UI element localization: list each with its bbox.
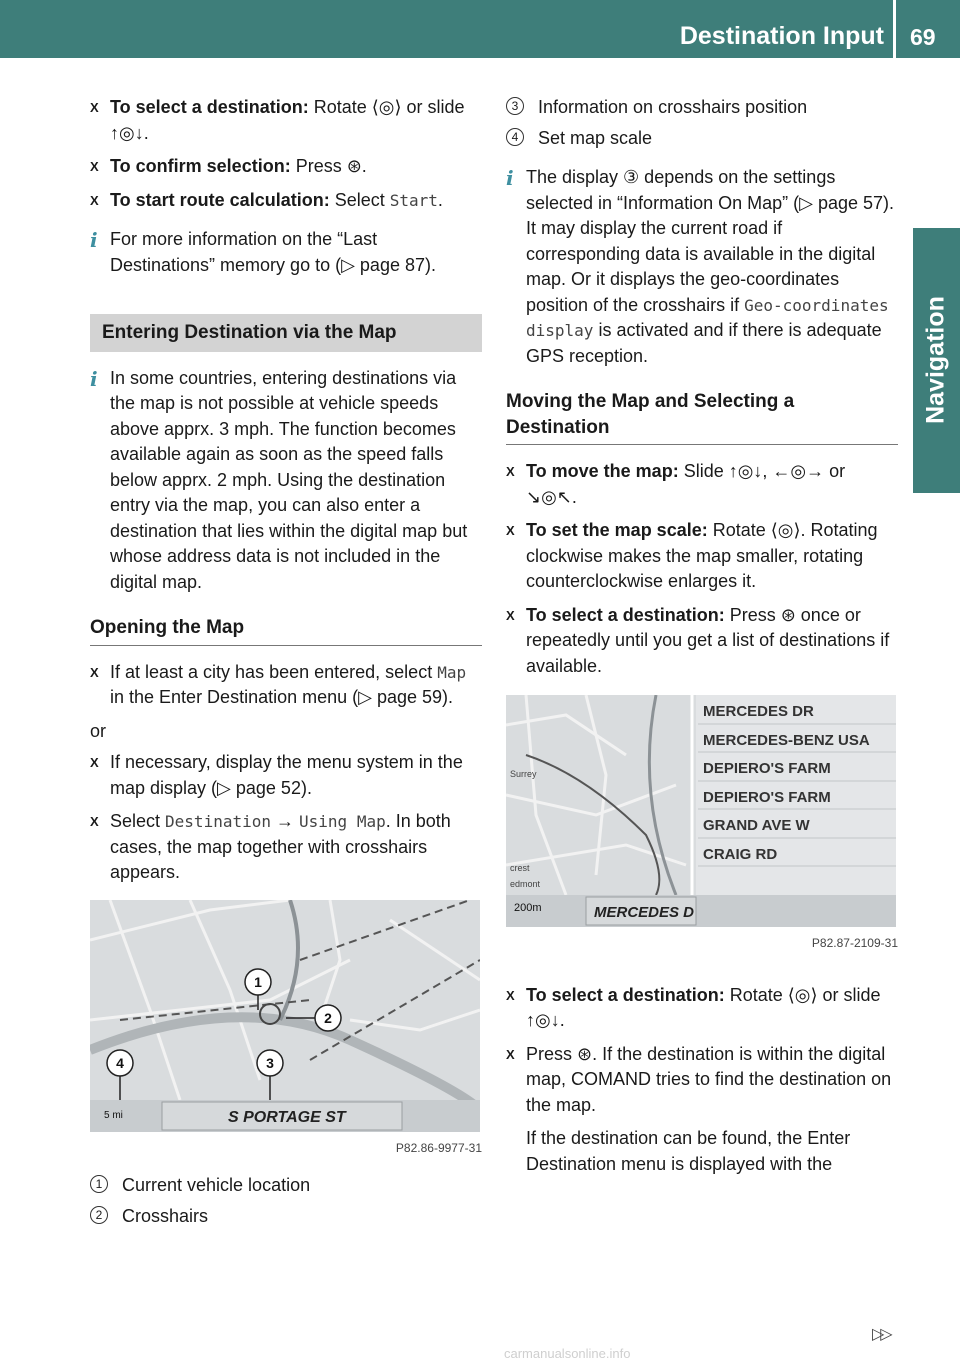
left-column (90, 95, 482, 1234)
step-arrow-icon: X (90, 159, 99, 174)
right-column (506, 95, 898, 1177)
note-text: is activated and if there is adequate GPS reception. (526, 320, 882, 366)
legend-item (506, 95, 898, 121)
menu-item-geo-coordinates: Geo-coordinates display (526, 295, 889, 340)
step-text: Press ⊛. (290, 156, 367, 176)
callout-3: 3 (266, 1054, 274, 1071)
destination-list-item: CRAIG RD (703, 846, 778, 863)
watermark: carmanualsonline.info (504, 1346, 631, 1361)
figure-id: P82.87-2109-31 (811, 936, 898, 950)
street-name: MERCEDES D (594, 904, 695, 921)
legend-item (90, 1173, 482, 1199)
subheading-moving-map: Moving the Map and Selecting a Destination (506, 389, 898, 445)
callout-2: 2 (324, 1009, 332, 1026)
note-text: For more information on the “Last Destinations” memory go to (▷ page 87). (110, 229, 436, 275)
page-header (0, 0, 960, 58)
step-label: To move the map: (526, 461, 679, 481)
step-text: . In both cases, the map together with crosshairs appears. (110, 811, 451, 882)
step-label: To start route calculation: (110, 189, 330, 210)
map-figure-crosshairs (90, 900, 482, 1162)
step-set-scale (506, 518, 898, 595)
figure-id: P82.86-9977-31 (395, 1140, 482, 1155)
figure-legend (90, 1173, 482, 1229)
step-text: Rotate ⟨◎⟩ or slide ↑◎↓. (110, 97, 465, 143)
step-arrow-icon: X (506, 607, 515, 623)
step-label: To set the map scale: (526, 520, 708, 540)
final-steps (506, 983, 898, 1178)
map-figure-destination-list (506, 695, 898, 957)
map-image (90, 900, 480, 1132)
step-arrow-icon: X (506, 1046, 515, 1062)
step-move-map (506, 459, 898, 510)
chapter-title: Destination Input (679, 22, 884, 50)
info-note-display (506, 165, 898, 369)
step-arrow-icon: X (506, 987, 515, 1003)
step-text-tail: . (437, 189, 443, 210)
legend-item (90, 1204, 482, 1230)
legend-text: Current vehicle location (122, 1175, 311, 1195)
callout-number: 2 (90, 1206, 108, 1224)
step-label: To select a destination: (110, 97, 309, 117)
step-label: To select a destination: (526, 604, 725, 625)
step-select-map (90, 660, 482, 711)
step-arrow-icon: X (90, 192, 99, 208)
step-select-destination-list (506, 603, 898, 680)
step-using-map (90, 809, 482, 886)
menu-item-destination: Destination (165, 812, 271, 831)
map-place-label: Surrey (510, 769, 537, 779)
step-arrow-icon: X (90, 664, 99, 680)
legend-text: Crosshairs (122, 1205, 209, 1226)
step-arrow-icon: X (506, 523, 515, 538)
header-divider (893, 0, 896, 58)
step-arrow-icon: X (90, 100, 99, 115)
info-note-speed (90, 366, 482, 596)
map-scale: 5 mi (104, 1109, 123, 1121)
continue-arrows-icon: ▷▷ (872, 1326, 889, 1343)
destination-list-item: DEPIERO'S FARM (703, 760, 831, 777)
step-select-destination-2 (506, 983, 898, 1034)
info-icon: i (90, 228, 98, 252)
step-label: To select a destination: (526, 984, 725, 1005)
side-tab-label: Navigation (921, 296, 950, 424)
destination-list-item: MERCEDES DR (703, 703, 814, 720)
map-graphic (506, 695, 896, 927)
step-arrow-icon: X (90, 814, 99, 829)
step-arrow-icon: X (90, 755, 99, 770)
step-text: Press ⊛ once or repeatedly until you get a list of destinations if available. (526, 604, 890, 676)
destination-list-item: DEPIERO'S FARM (703, 789, 831, 806)
callout-4: 4 (116, 1054, 124, 1071)
step-arrow-icon: X (506, 464, 515, 479)
section-title: Entering Destination via the Map (90, 314, 482, 352)
or-text: or (90, 720, 107, 741)
info-note-last-destinations (90, 227, 482, 278)
map-scale: 200m (514, 902, 542, 914)
destination-list-item: GRAND AVE W (703, 817, 810, 834)
callout-number: 4 (506, 128, 524, 146)
step-start-route (90, 188, 482, 214)
legend-text: Set map scale (538, 127, 653, 148)
step-press-controller (506, 1042, 898, 1119)
step-display-menu (90, 750, 482, 801)
street-name: S PORTAGE ST (228, 1108, 346, 1126)
subheading-opening-map: Opening the Map (90, 615, 482, 646)
step-text: in the Enter Destination menu (▷ page 59). (110, 687, 454, 707)
menu-item-using-map: Using Map (299, 812, 386, 831)
step-text: Select (329, 189, 390, 210)
map-graphic (90, 900, 480, 1132)
step-text: Press ⊛. If the destination is within the digital map, COMAND tries to find the destination on the map. (526, 1043, 892, 1115)
step-text: Select (110, 811, 166, 831)
destination-list-item: MERCEDES-BENZ USA (703, 732, 870, 749)
legend-item (506, 126, 898, 152)
step-select-destination (90, 95, 482, 146)
map-image (506, 695, 896, 927)
step-text: Slide ↑◎↓, ←◎→ or ↘◎↖. (526, 461, 846, 507)
step-text: If at least a city has been entered, select (110, 661, 438, 682)
step-text: Rotate ⟨◎⟩ or slide ↑◎↓. (526, 984, 881, 1030)
menu-item-map: Map (437, 662, 467, 682)
callout-number: 1 (90, 1175, 108, 1193)
callout-1: 1 (254, 973, 262, 990)
info-icon: i (506, 166, 514, 190)
menu-item-start: Start (389, 190, 438, 210)
note-text: In some countries, entering destinations via the map is not possible at vehicle speeds above apprx. 3 mph. The function becomes available again as soon as the speed falls below apprx. 2 mph. Using the destination entry via the map, you can also enter a destination that lies within the digital map but whose address data is not included in the digital map. (110, 367, 468, 592)
page-number: 69 (910, 24, 936, 50)
info-icon: i (90, 366, 98, 391)
map-place-label: edmont (510, 879, 541, 889)
legend-text: Information on crosshairs position (538, 97, 808, 117)
note-text: The display ③ depends on the settings selected in “Information On Map” (▷ page 57). It may display the current road if corresponding data is available in the digital map. Or it displays the geo-coordinates position of the crosshairs if (526, 167, 895, 315)
map-place-label: crest (510, 863, 530, 873)
menu-arrow: → (271, 811, 300, 831)
step-confirm-selection (90, 154, 482, 180)
step-label: To confirm selection: (110, 156, 291, 176)
callout-number: 3 (506, 97, 524, 115)
step-text: Rotate ⟨◎⟩. Rotating clockwise makes the map smaller, rotating counterclockwise enlarges it. (526, 520, 878, 591)
paragraph-found: If the destination can be found, the Enter Destination menu is displayed with the (526, 1128, 851, 1174)
step-text: If necessary, display the menu system in the map display (▷ page 52). (110, 752, 463, 798)
